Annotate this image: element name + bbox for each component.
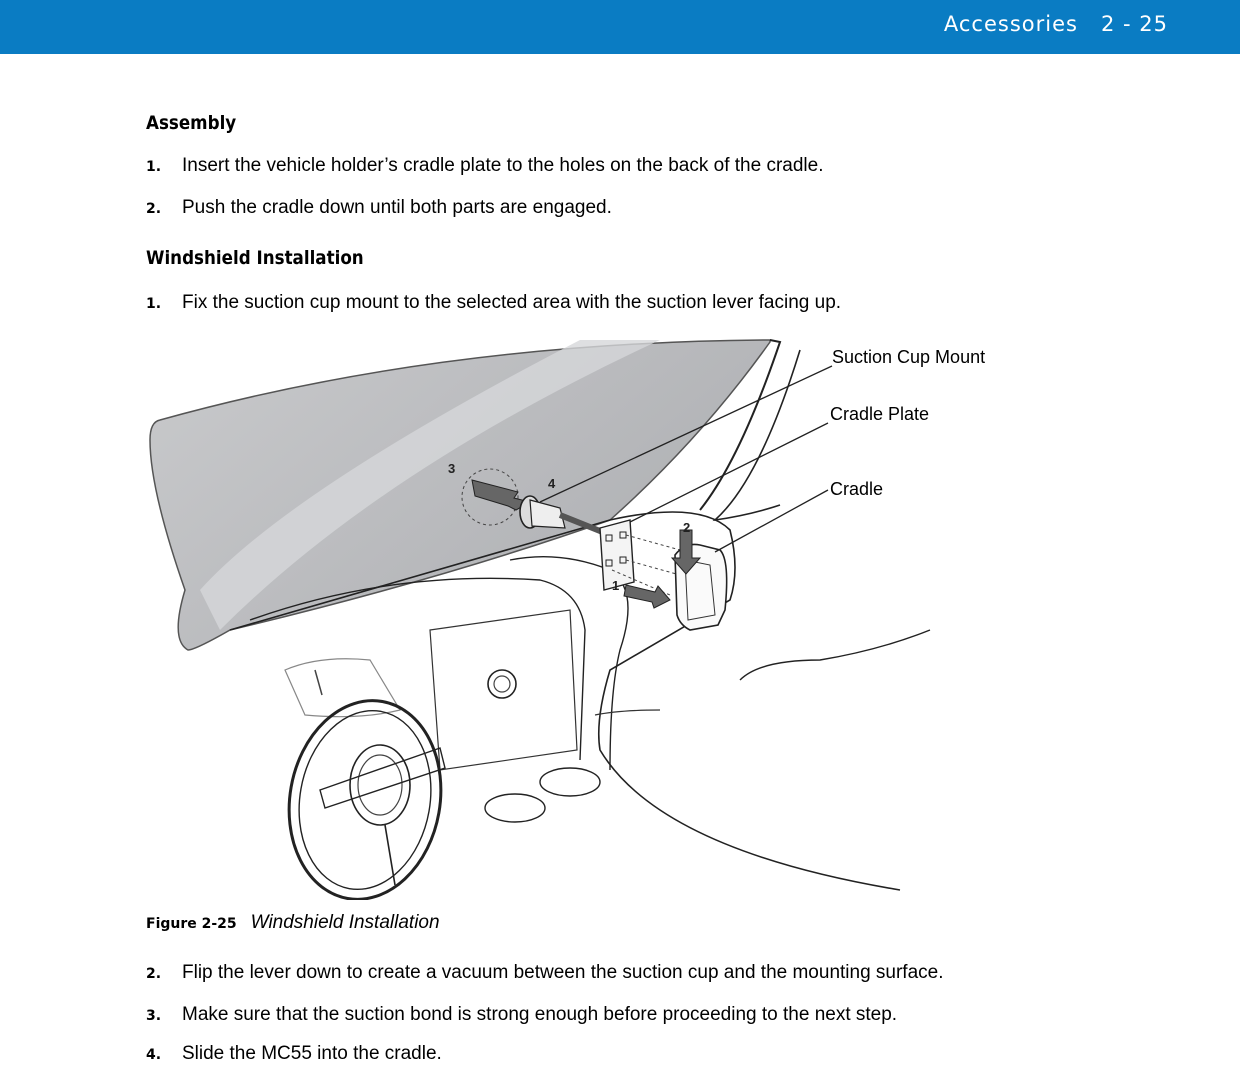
step-arrow	[624, 585, 670, 608]
step-number: 4.	[146, 1047, 162, 1063]
windshield-step-1	[146, 292, 841, 314]
step-text: Flip the lever down to create a vacuum between the suction cup and the mounting surface.	[182, 962, 944, 983]
figure-caption	[146, 912, 440, 934]
step-marker-2: 2	[683, 520, 691, 535]
step-number: 2.	[146, 966, 162, 982]
figure-title: Windshield Installation	[250, 912, 440, 933]
windshield-step-4	[146, 1043, 442, 1065]
header-section: Accessories	[943, 12, 1078, 36]
step-text: Insert the vehicle holder’s cradle plate to the holes on the back of the cradle.	[182, 155, 824, 176]
windshield-installation-figure	[140, 330, 1020, 900]
assembly-heading: Assembly	[146, 112, 237, 134]
windshield-heading: Windshield Installation	[146, 247, 364, 269]
step-number: 1.	[146, 159, 162, 175]
step-text: Fix the suction cup mount to the selected area with the suction lever facing up.	[182, 292, 842, 313]
step-number: 2.	[146, 201, 162, 217]
header-page-number: 2 - 25	[1100, 12, 1168, 36]
assembly-step-2	[146, 197, 612, 219]
cup-holder	[540, 768, 600, 796]
callout-cradle-plate: Cradle Plate	[830, 404, 930, 424]
step-number: 1.	[146, 296, 162, 312]
step-text: Push the cradle down until both parts are engaged.	[182, 197, 612, 218]
figure-number: Figure 2-25	[146, 916, 237, 932]
air-vent	[488, 670, 516, 698]
windshield-step-2	[146, 962, 944, 984]
windshield-step-3	[146, 1004, 897, 1026]
step-marker-4: 4	[548, 476, 556, 491]
step-text: Slide the MC55 into the cradle.	[182, 1043, 442, 1064]
callout-line-cradle	[715, 490, 828, 552]
assembly-step-1	[146, 155, 823, 177]
callout-suction-cup-mount: Suction Cup Mount	[832, 347, 986, 367]
step-number: 3.	[146, 1008, 162, 1024]
step-marker-1: 1	[612, 578, 620, 593]
steering-hub	[350, 745, 410, 825]
page-header	[0, 0, 1240, 54]
header-section-page	[944, 12, 1168, 36]
step-marker-3: 3	[448, 461, 456, 476]
cup-holder	[485, 794, 545, 822]
callout-cradle: Cradle	[830, 479, 884, 499]
step-text: Make sure that the suction bond is strong enough before proceeding to the next step.	[182, 1004, 898, 1025]
